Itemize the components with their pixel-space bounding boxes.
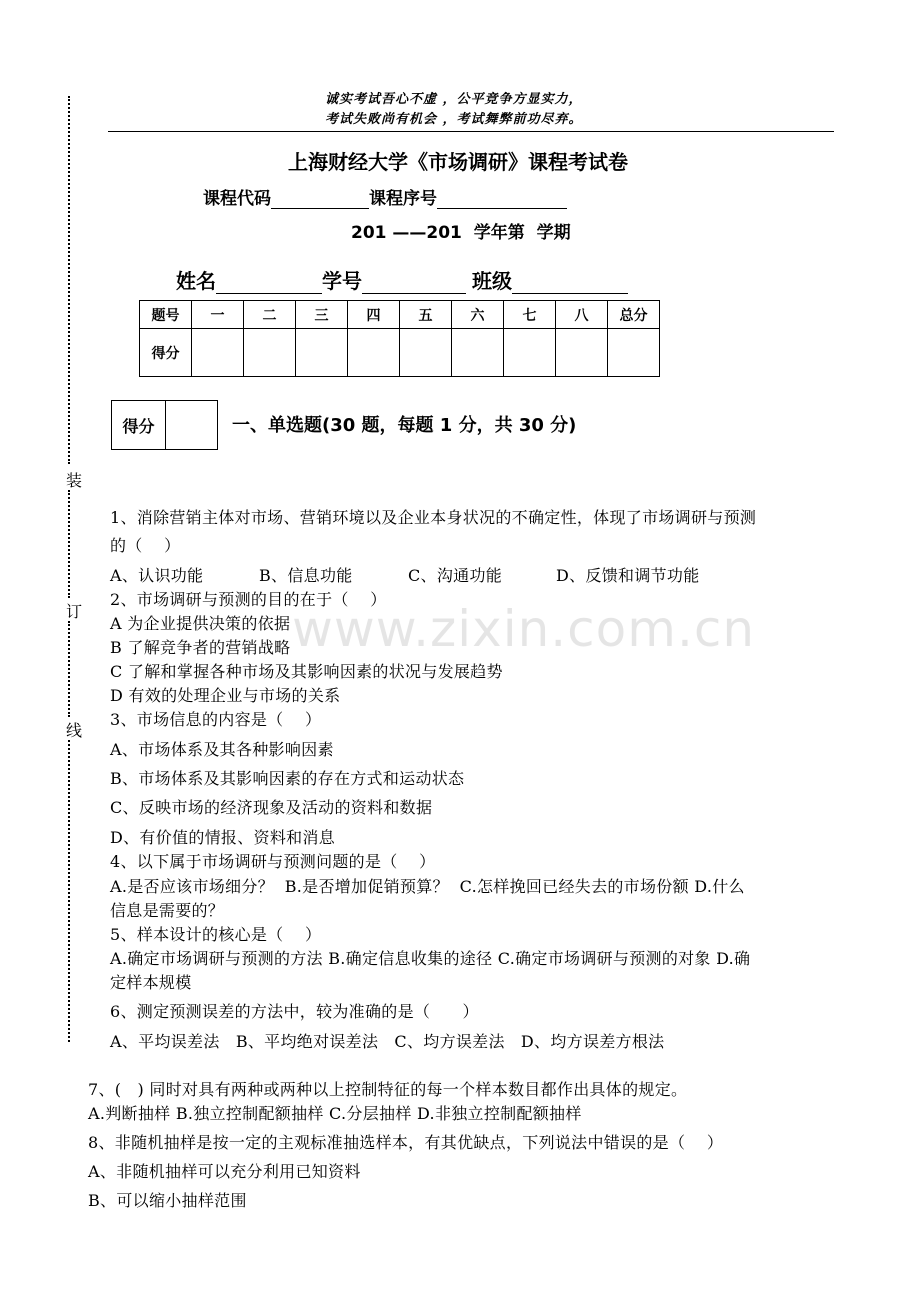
q7-stem: 7、( ) 同时对具有两种或两种以上控制特征的每一个样本数目都作出具体的规定。 — [88, 1080, 688, 1099]
q3-stem: 3、市场信息的内容是（ ） — [110, 710, 322, 729]
score-cell[interactable] — [608, 329, 660, 377]
score-cell[interactable] — [452, 329, 504, 377]
watermark: www.zixin.com.cn — [292, 600, 756, 658]
section1-score-cell[interactable] — [166, 401, 218, 450]
score-cell[interactable] — [244, 329, 296, 377]
q5-options-line2: 定样本规模 — [110, 973, 192, 992]
course-info-line — [203, 184, 567, 209]
student-id-label: 学号 — [322, 269, 362, 293]
score-cell[interactable] — [400, 329, 452, 377]
q1-option-c: C、沟通功能 — [408, 566, 503, 585]
q3-option-c: C、反映市场的经济现象及活动的资料和数据 — [110, 798, 433, 817]
score-col-total: 总分 — [608, 301, 660, 329]
score-col-3: 三 — [296, 301, 348, 329]
binding-label-xian: 线 — [66, 721, 83, 740]
q6-stem: 6、测定预测误差的方法中，较为准确的是（ ） — [110, 1002, 479, 1021]
q6-options: A、平均误差法 B、平均绝对误差法 C、均方误差法 D、均方误差方根法 — [110, 1032, 665, 1051]
score-cell[interactable] — [556, 329, 608, 377]
binding-dots-mid1 — [68, 490, 70, 598]
student-info-line — [176, 265, 628, 294]
section1-title: 一、单选题(30 题，每题 1 分，共 30 分) — [232, 415, 577, 436]
section1-score-label: 得分 — [112, 401, 166, 450]
name-field[interactable] — [216, 271, 322, 294]
score-col-5: 五 — [400, 301, 452, 329]
q3-option-d: D、有价值的情报、资料和消息 — [110, 828, 336, 847]
score-cell[interactable] — [296, 329, 348, 377]
q1-option-d: D、反馈和调节功能 — [556, 566, 700, 585]
score-cell[interactable] — [192, 329, 244, 377]
q7-options: A.判断抽样 B.独立控制配额抽样 C.分层抽样 D.非独立控制配额抽样 — [88, 1104, 582, 1123]
binding-dots-mid2 — [68, 621, 70, 717]
q1-option-b: B、信息功能 — [259, 566, 353, 585]
q4-options-line1: A.是否应该市场细分？ B.是否增加促销预算？ C.怎样挽回已经失去的市场份额 D.什么 — [110, 877, 745, 896]
q8-stem: 8、非随机抽样是按一定的主观标准抽选样本，有其优缺点，下列说法中错误的是（ ） — [88, 1133, 724, 1152]
q2-option-a: A 为企业提供决策的依据 — [110, 614, 291, 633]
class-field[interactable] — [512, 271, 628, 294]
q4-stem: 4、以下属于市场调研与预测问题的是（ ） — [110, 852, 436, 871]
score-col-7: 七 — [504, 301, 556, 329]
binding-label-zhuang: 装 — [66, 471, 83, 490]
score-table — [139, 300, 660, 377]
q8-option-b: B、可以缩小抽样范围 — [88, 1191, 247, 1210]
course-seq-field[interactable] — [437, 190, 567, 209]
q1-option-a: A、认识功能 — [110, 566, 204, 585]
course-code-label: 课程代码 — [203, 189, 271, 209]
binding-dots-top — [68, 96, 70, 464]
header-rule — [108, 131, 834, 132]
q1-line2: 的（ ） — [110, 536, 181, 555]
student-id-field[interactable] — [362, 271, 466, 294]
motto-line-2: 考试失败尚有机会 ，考试舞弊前功尽弃。 — [325, 112, 583, 127]
score-cell[interactable] — [504, 329, 556, 377]
binding-dots-bottom — [68, 740, 70, 1042]
course-seq-label: 课程序号 — [369, 189, 437, 209]
q2-option-d: D 有效的处理企业与市场的关系 — [110, 686, 341, 705]
class-label: 班级 — [472, 269, 512, 293]
score-cell[interactable] — [348, 329, 400, 377]
q2-stem: 2、市场调研与预测的目的在于（ ） — [110, 590, 387, 609]
binding-label-ding: 订 — [66, 602, 83, 621]
academic-year-line: 201 ——201 学年第 学期 — [351, 223, 571, 243]
q8-option-a: A、非随机抽样可以充分利用已知资料 — [88, 1162, 361, 1181]
q3-option-a: A、市场体系及其各种影响因素 — [110, 740, 334, 759]
q2-option-c: C 了解和掌握各种市场及其影响因素的状况与发展趋势 — [110, 662, 503, 681]
section1-score-box — [111, 400, 218, 450]
score-table-row-header: 题号 — [140, 301, 192, 329]
q5-stem: 5、样本设计的核心是（ ） — [110, 925, 322, 944]
q3-option-b: B、市场体系及其影响因素的存在方式和运动状态 — [110, 769, 465, 788]
name-label: 姓名 — [176, 269, 216, 293]
score-col-4: 四 — [348, 301, 400, 329]
score-col-8: 八 — [556, 301, 608, 329]
motto-line-1: 诚实考试吾心不虚 ，公平竞争方显实力， — [325, 92, 583, 107]
q2-option-b: B 了解竞争者的营销战略 — [110, 638, 291, 657]
score-col-1: 一 — [192, 301, 244, 329]
exam-title: 上海财经大学《市场调研》课程考试卷 — [288, 150, 628, 174]
q5-options-line1: A.确定市场调研与预测的方法 B.确定信息收集的途径 C.确定市场调研与预测的对象 D.确 — [110, 949, 751, 968]
score-col-6: 六 — [452, 301, 504, 329]
score-col-2: 二 — [244, 301, 296, 329]
course-code-field[interactable] — [271, 190, 369, 209]
score-table-score-label: 得分 — [140, 329, 192, 377]
q4-options-line2: 信息是需要的？ — [110, 901, 225, 920]
q1-line1: 1、消除营销主体对市场、营销环境以及企业本身状况的不确定性，体现了市场调研与预测 — [110, 508, 757, 527]
